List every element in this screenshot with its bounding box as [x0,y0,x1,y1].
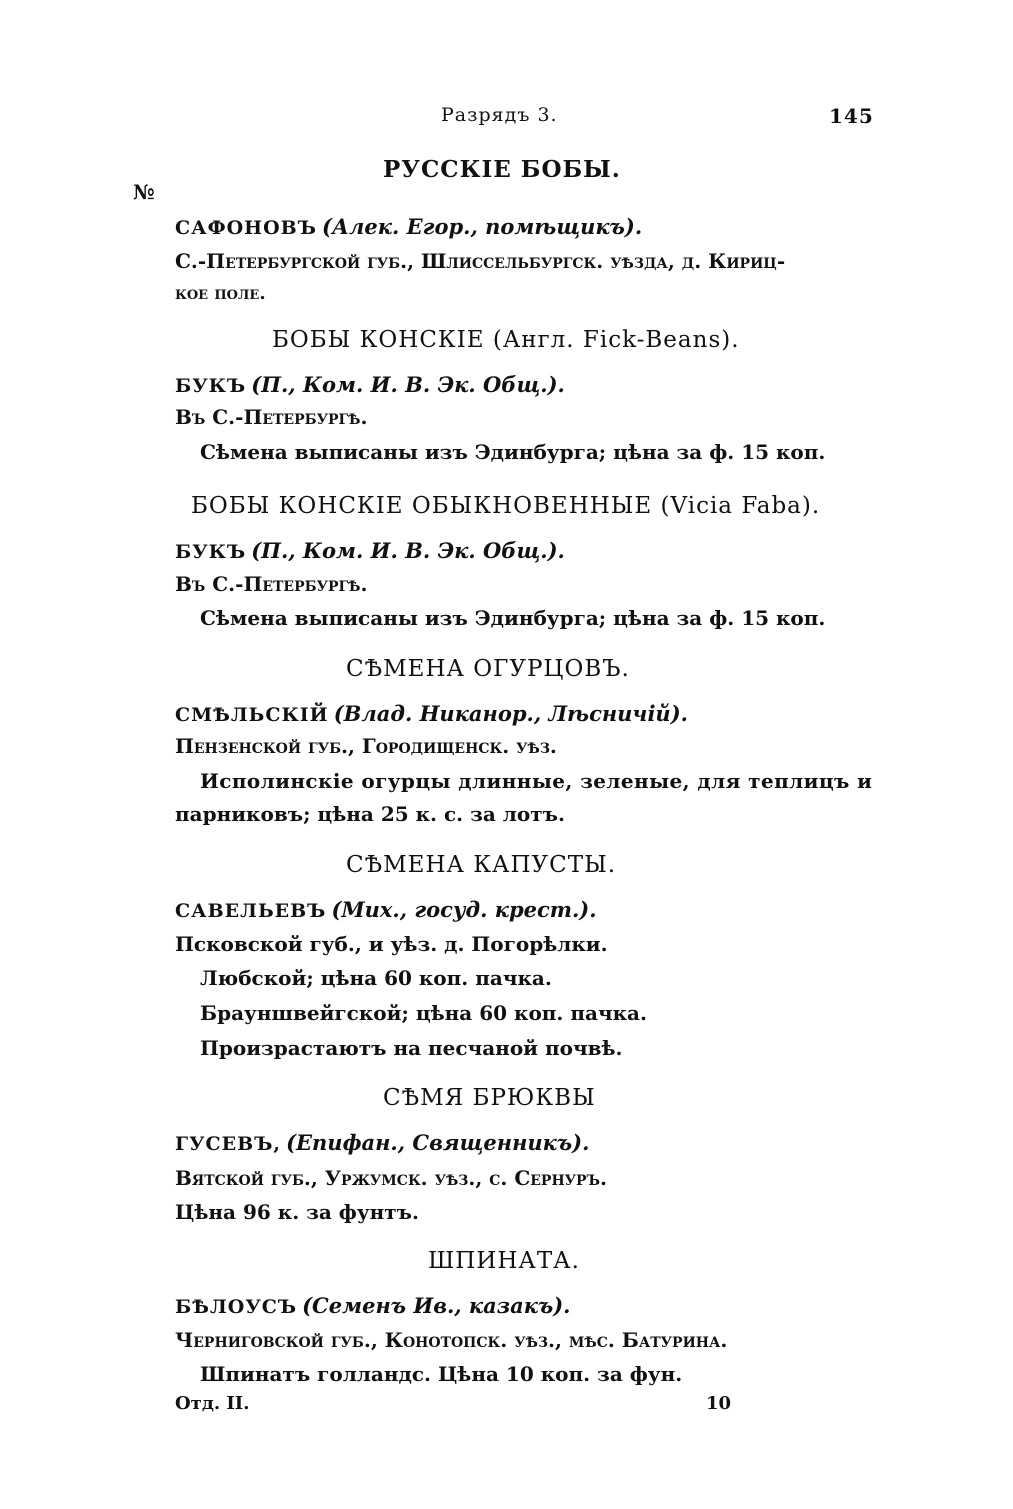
page-number: 145 [829,104,874,128]
entry-header [175,1293,570,1318]
exhibitor-role: (Алек. Егор., помѣщикъ). [322,214,643,239]
exhibitor-role: (П., Ком. И. В. Эк. Общ.). [251,538,565,563]
entry-header [175,897,597,922]
entry-line: Вятской губ., Уржумск. уѣз., с. Сернуръ. [175,1166,607,1190]
entry-line: парниковъ; цѣна 25 к. с. за лотъ. [175,802,565,826]
section-heading: СѢМЕНА КАПУСТЫ. [346,852,617,878]
entry-header [175,701,688,726]
entry-line: Псковской губ., и уѣз. д. Погорѣлки. [175,932,608,956]
entry-line: Исполинскіе огурцы длинные, зеленые, для теплицъ и [200,769,873,793]
running-head-title: Разрядъ 3. [441,104,558,126]
footer-signature-mark: 10 [706,1393,732,1414]
entry-line: Черниговской губ., Конотопск. уѣз., мѣс. Батурина. [175,1328,728,1352]
section-heading: БОБЫ КОНСКІЕ (Англ. Fick-Beans). [272,327,740,353]
footer-division: Отд. II. [175,1393,250,1414]
section-heading: ШПИНАТА. [428,1248,580,1274]
section-heading: СѢМЕНА ОГУРЦОВЪ. [346,656,630,682]
exhibitor-name: БУКЪ [175,375,247,397]
exhibitor-name: ГУСЕВЪ, [175,1133,281,1155]
entry-header [175,538,565,563]
section-heading: БОБЫ КОНСКІЕ ОБЫКНОВЕННЫЕ (Vicia Faba). [191,493,821,519]
entry-line: Произрастаютъ на песчаной почвѣ. [200,1036,623,1060]
exhibitor-name: СМѢЛЬСКІЙ [175,704,329,726]
number-sign: № [133,180,155,204]
entry-line: Брауншвейгской; цѣна 60 коп. пачка. [200,1001,647,1025]
entry-line: Шпинатъ голландс. Цѣна 10 коп. за фун. [200,1362,683,1386]
exhibitor-name: САФОНОВЪ [175,217,317,239]
exhibitor-name: БѢЛОУСЪ [175,1296,298,1318]
entry-header [175,1130,589,1155]
entry-line: Въ С.-Петербургѣ. [175,572,368,596]
entry-line: кое поле. [175,283,266,304]
exhibitor-role: (Семенъ Ив., казакъ). [302,1293,571,1318]
entry-line: Въ С.-Петербургѣ. [175,405,368,429]
exhibitor-name: САВЕЛЬЕВЪ [175,900,327,922]
exhibitor-role: (Влад. Никанор., Лѣсничій). [333,701,688,726]
entry-line: Сѣмена выписаны изъ Эдинбурга; цѣна за ф. 15 коп. [200,606,826,630]
entry-line: Сѣмена выписаны изъ Эдинбурга; цѣна за ф. 15 коп. [200,440,826,464]
entry-line: С.-Петербургской губ., Шлиссельбургск. уѣзда, д. Кириц- [175,249,786,273]
exhibitor-role: (Епифан., Священникъ). [286,1130,590,1155]
entry-header [175,372,565,397]
section-heading: СѢМЯ БРЮКВЫ [383,1085,596,1111]
entry-header [175,214,642,239]
exhibitor-role: (П., Ком. И. В. Эк. Общ.). [251,372,565,397]
entry-line: Цѣна 96 к. за фунтъ. [175,1200,419,1224]
exhibitor-name: БУКЪ [175,541,247,563]
section-heading: РУССКІЕ БОБЫ. [383,156,621,183]
exhibitor-role: (Мих., госуд. крест.). [331,897,597,922]
entry-line: Любской; цѣна 60 коп. пачка. [200,966,552,990]
entry-line: Пензенской губ., Городищенск. уѣз. [175,734,557,758]
